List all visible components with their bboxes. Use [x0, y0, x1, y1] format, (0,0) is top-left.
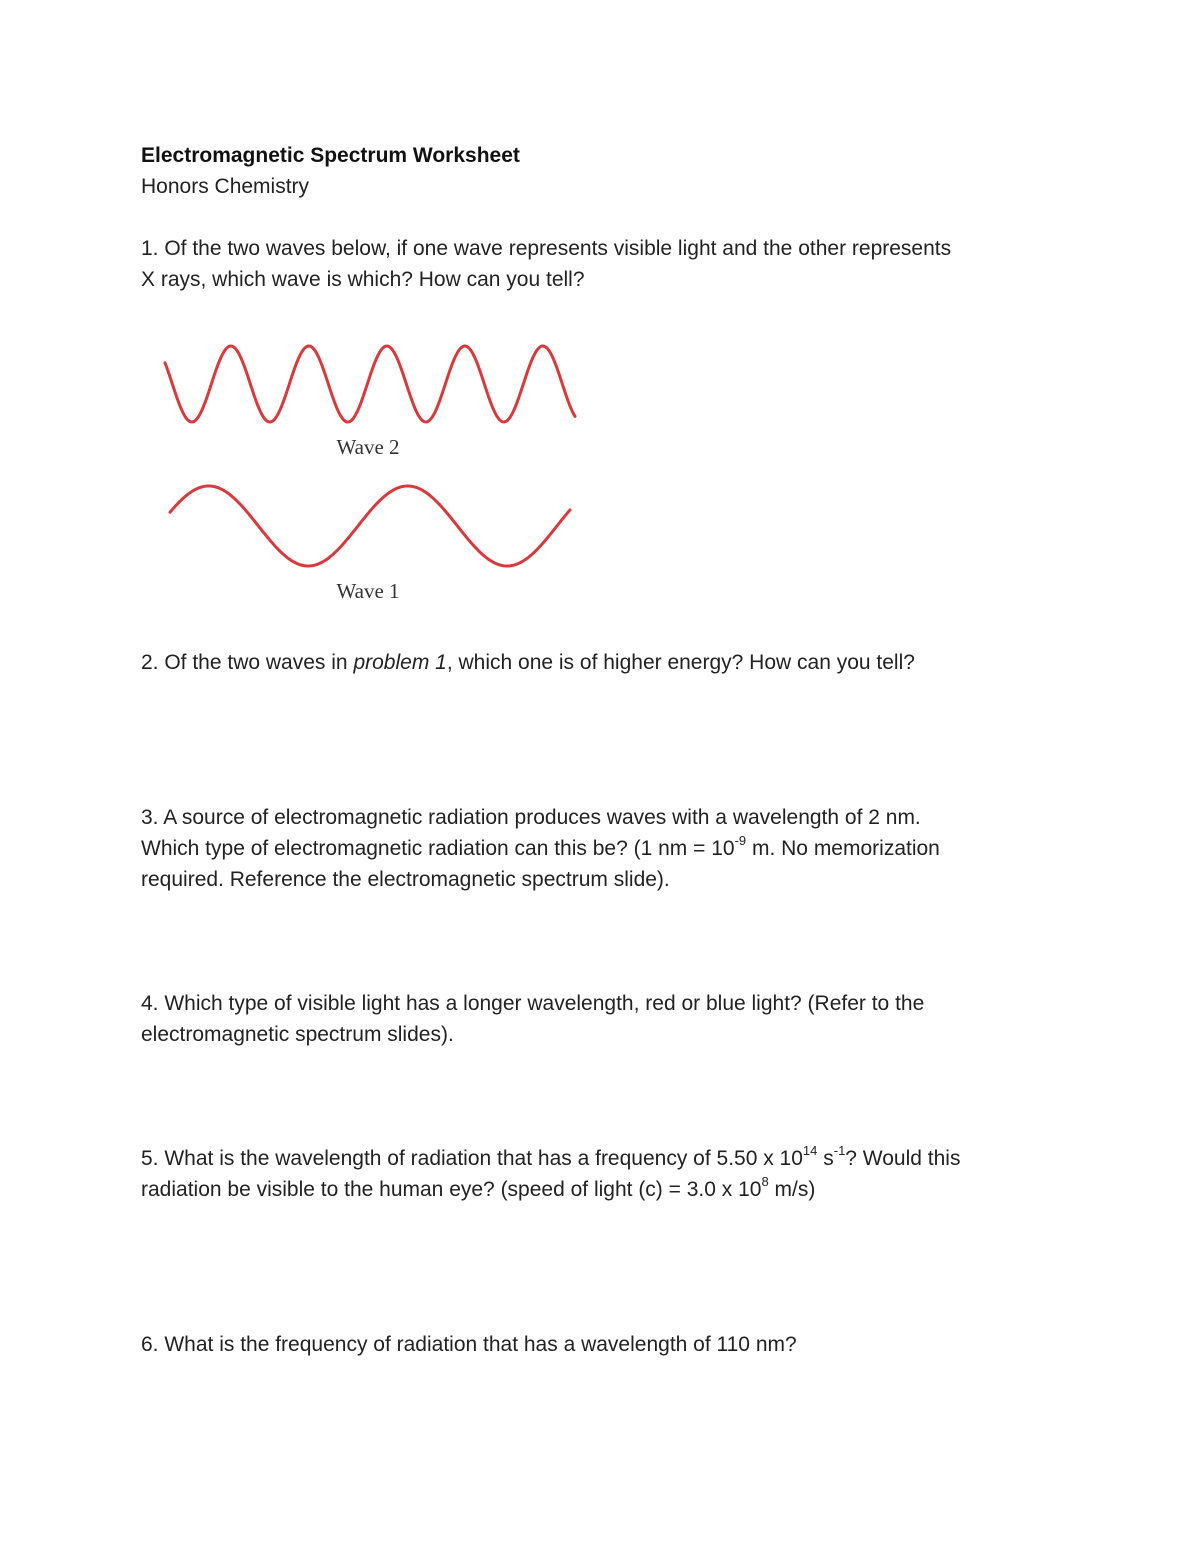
question-4-line-2: electromagnetic spectrum slides).	[141, 1023, 454, 1046]
question-3-line-1: 3. A source of electromagnetic radiation produces waves with a wavelength of 2 nm.	[141, 806, 921, 829]
wave-2-label: Wave 2	[336, 435, 400, 459]
question-2	[141, 651, 915, 675]
question-3-line-2-prefix: Which type of electromagnetic radiation can this be? (1 nm = 10	[141, 837, 735, 860]
question-3-line-2-suffix: m. No memorization	[746, 837, 940, 860]
question-5-line-2-a: radiation be visible to the human eye? (speed of light (c) = 3.0 x 10	[141, 1178, 762, 1201]
question-5-line-1-a: 5. What is the wavelength of radiation that has a frequency of 5.50 x 10	[141, 1147, 803, 1170]
question-6-line-1: 6. What is the frequency of radiation that has a wavelength of 110 nm?	[141, 1333, 797, 1356]
question-5-line-1-b: s	[817, 1147, 834, 1170]
question-5-exponent-neg1: -1	[833, 1143, 846, 1158]
question-2-italic: problem 1	[353, 651, 447, 674]
question-5-line-1	[141, 1143, 961, 1171]
wave-1-label: Wave 1	[336, 579, 400, 603]
question-5-line-1-c: ? Would this	[845, 1147, 961, 1170]
worksheet-subtitle: Honors Chemistry	[141, 175, 310, 198]
question-3-exponent: -9	[734, 833, 747, 848]
worksheet-title: Electromagnetic Spectrum Worksheet	[141, 144, 520, 167]
question-3-line-2	[141, 833, 940, 861]
question-3-line-3: required. Reference the electromagnetic spectrum slide).	[141, 868, 670, 891]
question-1-line-2: X rays, which wave is which? How can you tell?	[141, 268, 585, 291]
question-5-line-2	[141, 1174, 816, 1202]
question-2-prefix: 2. Of the two waves in	[141, 651, 354, 674]
question-5-exponent-8: 8	[761, 1174, 769, 1189]
question-5-line-2-b: m/s)	[768, 1178, 816, 1201]
wave-2-curve	[165, 346, 575, 422]
wave-1-curve	[170, 486, 570, 566]
wave-figure	[150, 330, 590, 610]
question-2-suffix: , which one is of higher energy? How can you tell?	[446, 651, 915, 674]
question-1-line-1: 1. Of the two waves below, if one wave represents visible light and the other represents	[141, 237, 952, 260]
question-5-exponent-14: 14	[802, 1143, 818, 1158]
question-4-line-1: 4. Which type of visible light has a longer wavelength, red or blue light? (Refer to the	[141, 992, 925, 1015]
